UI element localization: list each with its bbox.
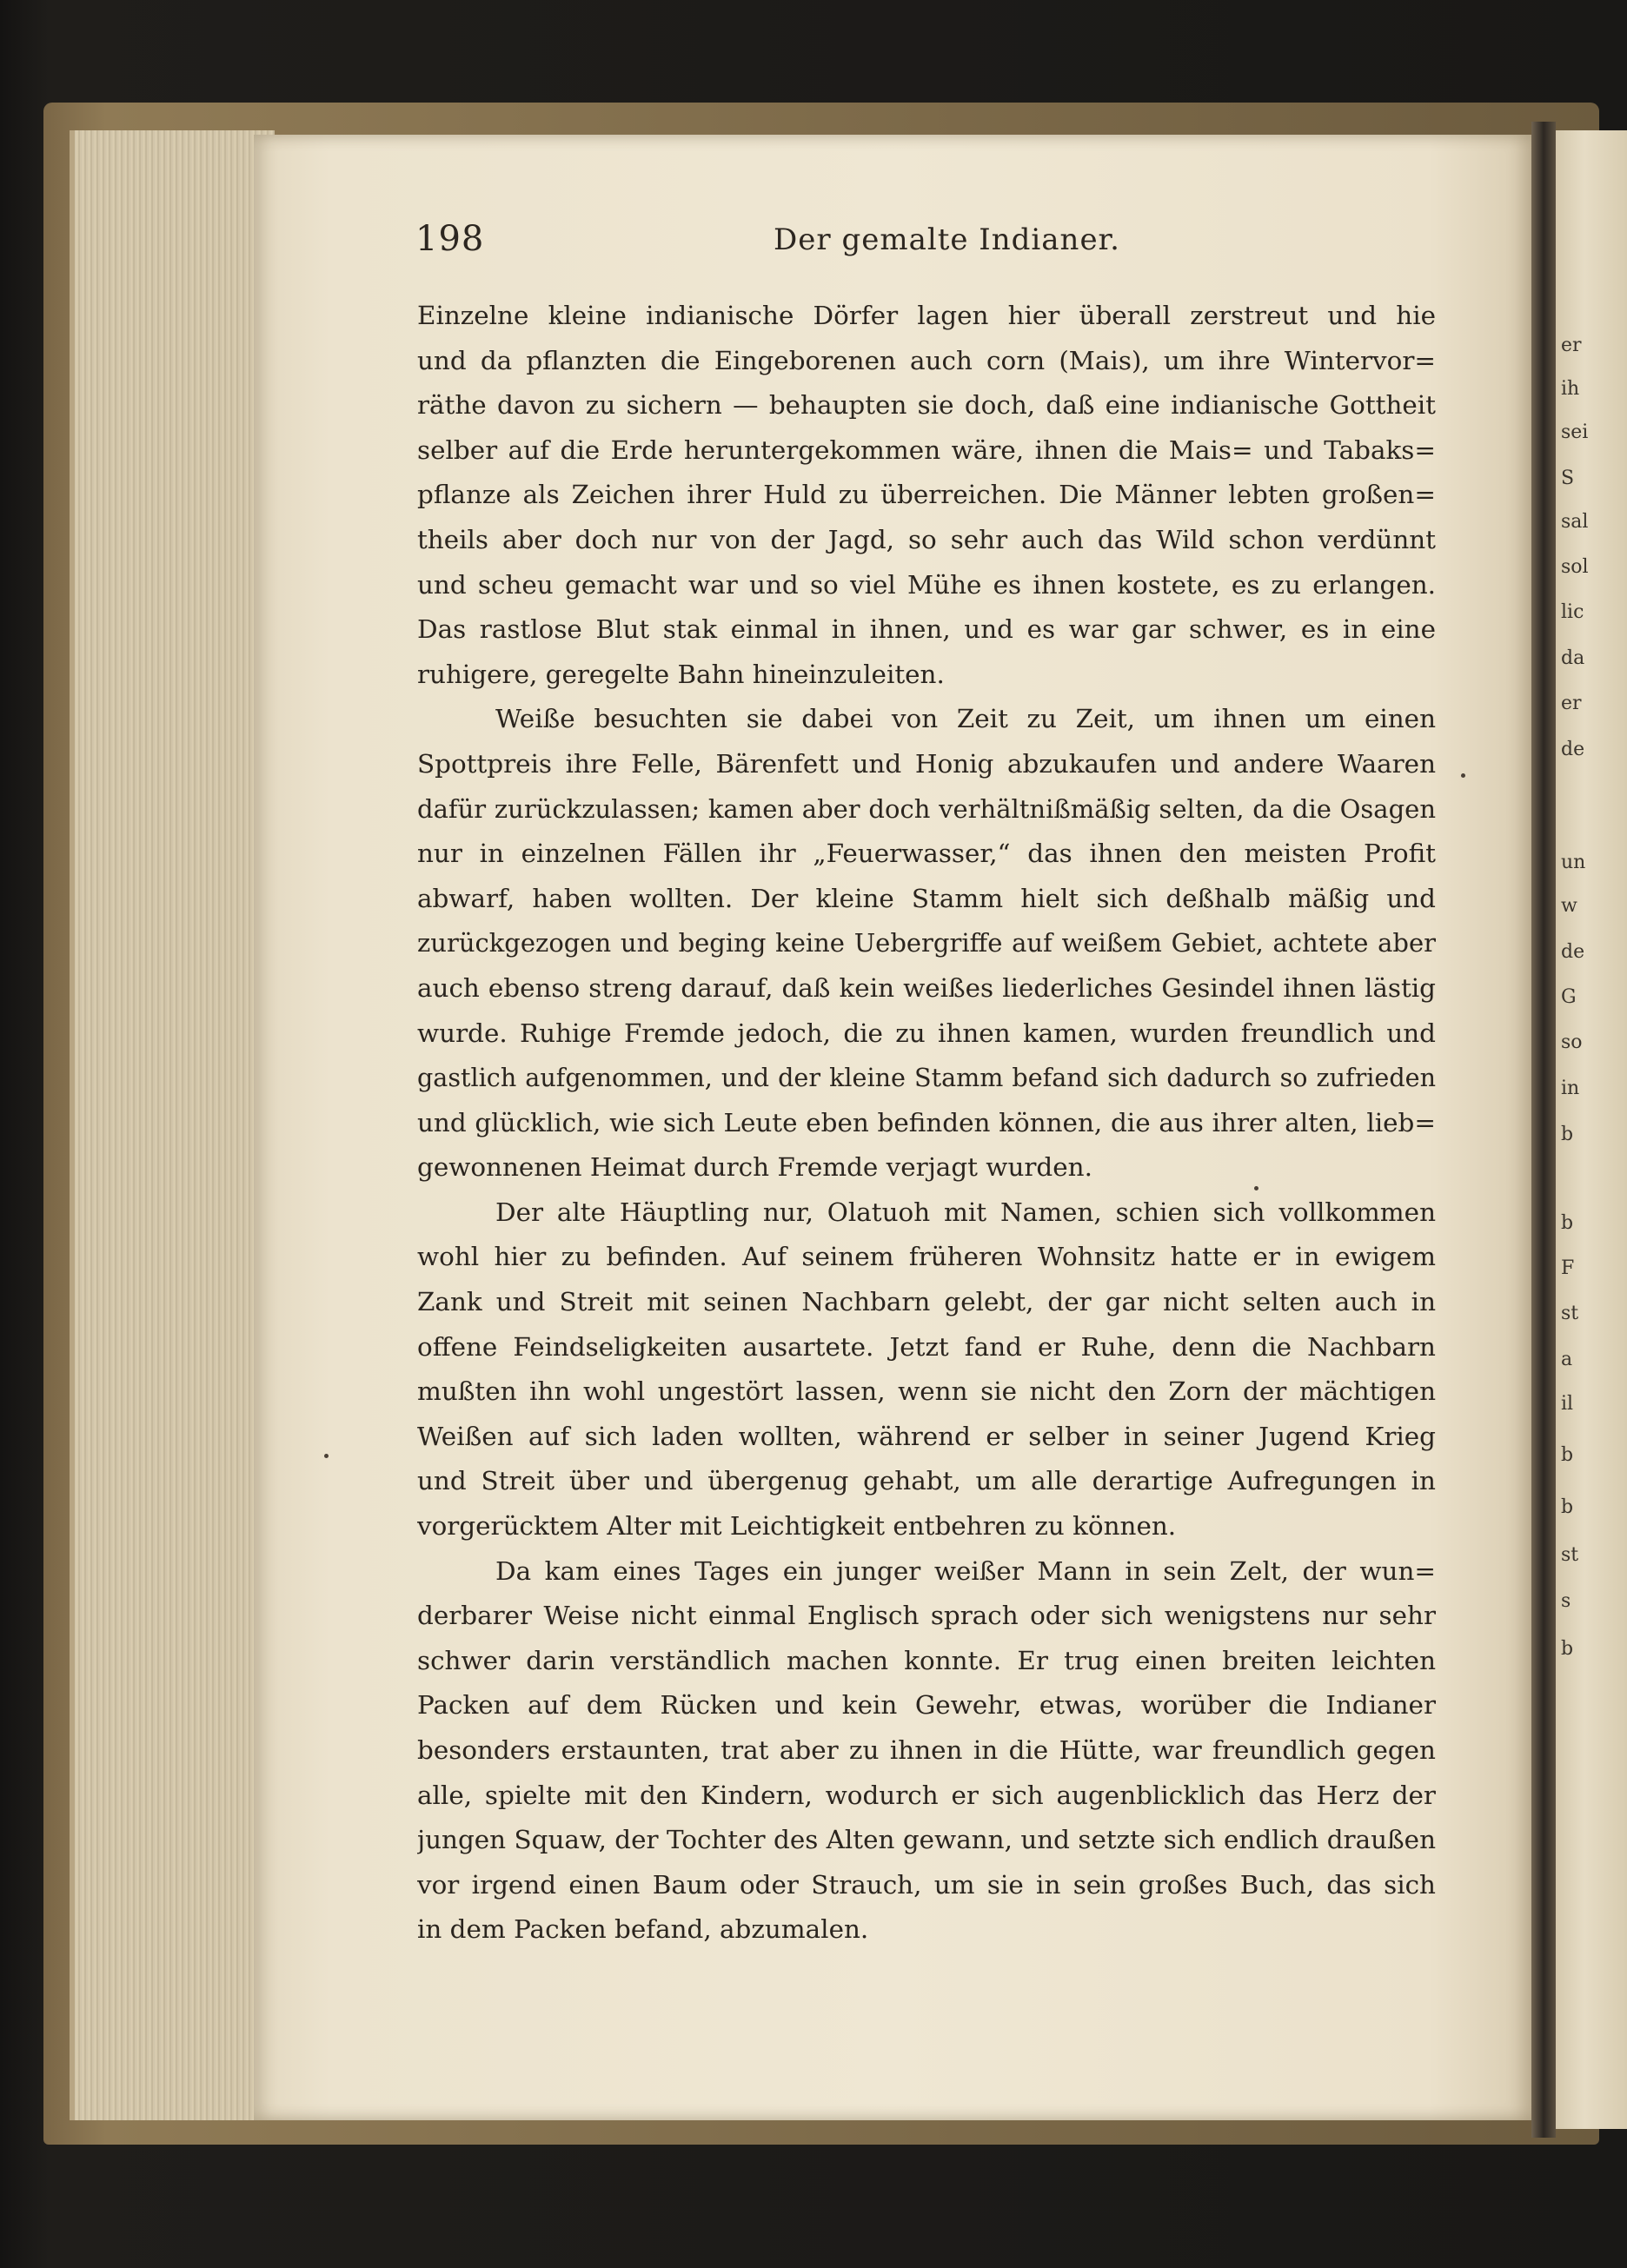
text-line: Weiße besuchten sie dabei von Zeit zu Zeit, um ihnen um einen: [495, 704, 1436, 734]
facing-page-fragment: sei: [1561, 421, 1589, 443]
text-line: Zank und Streit mit seinen Nachbarn gelebt, der gar nicht selten auch in: [417, 1287, 1436, 1317]
text-line: pflanze als Zeichen ihrer Huld zu überreichen. Die Männer lebten großen=: [417, 480, 1436, 510]
text-line: derbarer Weise nicht einmal Englisch sprach oder sich wenigstens nur sehr: [417, 1601, 1436, 1631]
text-line: auch ebenso streng darauf, daß kein weißes liederliches Gesindel ihnen lästig: [417, 972, 1436, 1003]
text-line: Da kam eines Tages ein junger weißer Mann in sein Zelt, der wun=: [495, 1555, 1436, 1586]
text-line: in dem Packen befand, abzumalen.: [417, 1914, 869, 1945]
text-line: Das rastlose Blut stak einmal in ihnen, und es war gar schwer, es in eine: [417, 614, 1436, 645]
facing-page-fragment: un: [1561, 852, 1586, 873]
paper-speck: [324, 1454, 329, 1458]
facing-page-fragment: er: [1561, 693, 1582, 714]
facing-page-fragment: il: [1561, 1393, 1574, 1415]
facing-page-fragment: lic: [1561, 601, 1584, 623]
text-line: ruhigere, geregelte Bahn hineinzuleiten.: [417, 659, 945, 689]
text-line: gewonnenen Heimat durch Fremde verjagt wurden.: [417, 1152, 1092, 1183]
text-line: nur in einzelnen Fällen ihr „Feuerwasser,“ das ihnen den meisten Profit: [417, 839, 1436, 869]
facing-page-fragment: so: [1561, 1031, 1583, 1053]
facing-page-fragment: b: [1561, 1496, 1574, 1518]
facing-page-fragment: b: [1561, 1212, 1574, 1234]
text-line: besonders erstaunten, trat aber zu ihnen in die Hütte, war freundlich gegen: [417, 1735, 1436, 1765]
facing-page-fragment: w: [1561, 895, 1577, 917]
text-line: wohl hier zu befinden. Auf seinem früheren Wohnsitz hatte er in ewigem: [417, 1242, 1436, 1272]
facing-page-fragment: b: [1561, 1444, 1574, 1466]
facing-page-fragment: de: [1561, 739, 1585, 760]
text-line: gastlich aufgenommen, und der kleine Stamm befand sich dadurch so zufrieden: [417, 1063, 1436, 1093]
facing-page-fragment: S: [1561, 468, 1575, 489]
facing-page-fragment: de: [1561, 941, 1585, 963]
text-line: alle, spielte mit den Kindern, wodurch er sich augenblicklich das Herz der: [417, 1780, 1436, 1810]
text-line: Einzelne kleine indianische Dörfer lagen hier überall zerstreut und hie: [417, 301, 1436, 330]
text-line: Packen auf dem Rücken und kein Gewehr, etwas, worüber die Indianer: [417, 1690, 1436, 1721]
facing-page-fragment: b: [1561, 1124, 1574, 1145]
facing-page-fragment: st: [1561, 1544, 1579, 1566]
text-line: Spottpreis ihre Felle, Bärenfett und Honig abzukaufen und andere Waaren: [417, 748, 1436, 779]
page-edges: [70, 130, 275, 2120]
facing-page-fragment: F: [1561, 1257, 1575, 1279]
text-line: Weißen auf sich laden wollten, während er selber in seiner Jugend Krieg: [417, 1421, 1436, 1451]
facing-page-fragment: G: [1561, 986, 1577, 1008]
text-line: räthe davon zu sichern — behaupten sie doch, daß eine indianische Gottheit: [417, 390, 1436, 421]
text-line: selber auf die Erde heruntergekommen wäre, ihnen die Mais= und Tabaks=: [417, 434, 1436, 465]
facing-page-fragment: st: [1561, 1303, 1579, 1324]
paper-speck: [1254, 1186, 1258, 1190]
facing-page-fragment: in: [1561, 1078, 1580, 1099]
text-line: und glücklich, wie sich Leute eben befinden können, die aus ihrer alten, lieb=: [417, 1107, 1436, 1137]
running-title: Der gemalte Indianer.: [774, 222, 1120, 257]
text-line: zurückgezogen und beging keine Uebergriffe auf weißem Gebiet, achtete aber: [417, 928, 1436, 958]
facing-page-fragment: sol: [1561, 556, 1589, 578]
page-number: 198: [415, 219, 485, 259]
text-line: vor irgend einen Baum oder Strauch, um sie in sein großes Buch, das sich: [417, 1869, 1436, 1900]
facing-page-fragment: ih: [1561, 378, 1580, 400]
body-text: [417, 294, 1436, 1953]
text-line: vorgerücktem Alter mit Leichtigkeit entbehren zu können.: [417, 1511, 1177, 1542]
text-line: und scheu gemacht war und so viel Mühe es ihnen kostete, es zu erlangen.: [417, 569, 1436, 600]
text-line: theils aber doch nur von der Jagd, so sehr auch das Wild schon verdünnt: [417, 524, 1436, 554]
book-gutter: [1531, 122, 1556, 2138]
paper-speck: [1461, 773, 1465, 778]
text-line: abwarf, haben wollten. Der kleine Stamm hielt sich deßhalb mäßig und: [417, 883, 1436, 913]
text-line: wurde. Ruhige Fremde jedoch, die zu ihnen kamen, wurden freundlich und: [417, 1018, 1436, 1048]
text-line: und Streit über und übergenug gehabt, um alle derartige Aufregungen in: [417, 1466, 1436, 1496]
text-line: jungen Squaw, der Tochter des Alten gewann, und setzte sich endlich draußen: [417, 1825, 1436, 1855]
facing-page-fragment: da: [1561, 647, 1585, 669]
text-line: dafür zurückzulassen; kamen aber doch verhältnißmäßig selten, da die Osagen: [417, 793, 1436, 824]
text-line: mußten ihn wohl ungestört lassen, wenn sie nicht den Zorn der mächtigen: [417, 1376, 1436, 1407]
facing-page-fragment: sal: [1561, 511, 1589, 533]
text-line: und da pflanzten die Eingeborenen auch corn (Mais), um ihre Wintervor=: [417, 345, 1436, 375]
facing-page-fragment: er: [1561, 335, 1582, 356]
text-line: Der alte Häuptling nur, Olatuoh mit Namen, schien sich vollkommen: [495, 1197, 1436, 1227]
facing-page-fragment: b: [1561, 1638, 1574, 1660]
facing-page-fragment: s: [1561, 1590, 1571, 1612]
facing-page-fragment: a: [1561, 1349, 1573, 1370]
facing-page: [1556, 130, 1627, 2129]
text-line: schwer darin verständlich machen konnte. Er trug einen breiten leichten: [417, 1645, 1436, 1675]
text-line: offene Feindseligkeiten ausartete. Jetzt fand er Ruhe, denn die Nachbarn: [417, 1331, 1436, 1362]
